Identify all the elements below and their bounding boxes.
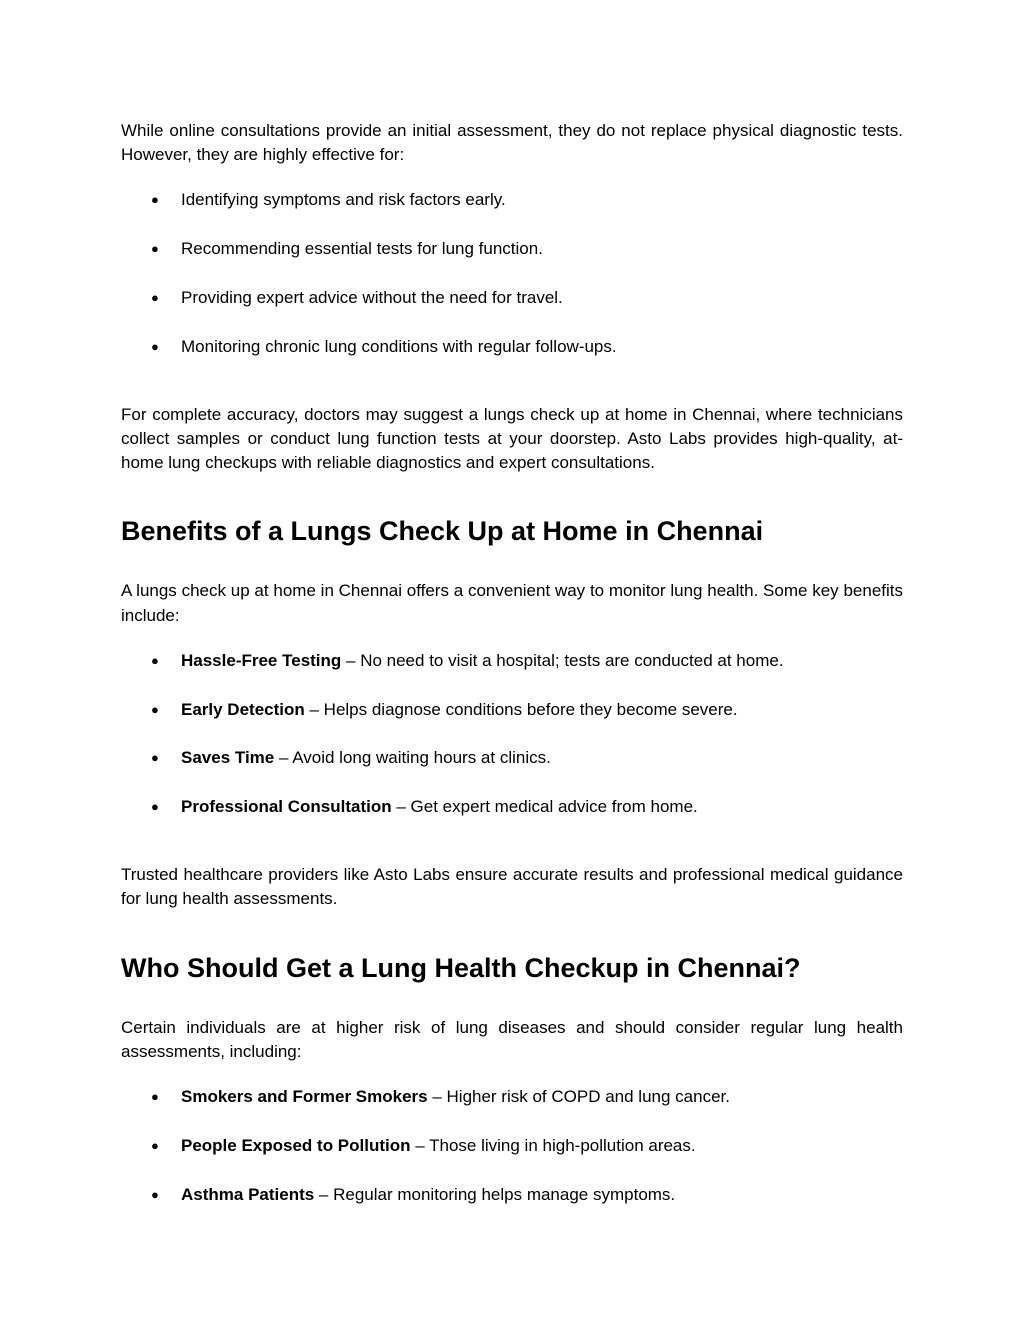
list-item-text: Monitoring chronic lung conditions with regular follow-ups. [181, 336, 617, 356]
who-intro-paragraph: Certain individuals are at higher risk of lung diseases and should consider regular lung health assessments, including: [121, 1017, 903, 1061]
bullet-icon: ● [151, 290, 159, 305]
list-item-desc: – Those living in high-pollution areas. [410, 1135, 696, 1155]
list-item-text: Recommending essential tests for lung function. [181, 239, 543, 259]
bullet-icon: ● [151, 1186, 159, 1202]
list-item [121, 795, 903, 819]
list-item-term: Hassle-Free Testing [181, 650, 342, 670]
benefits-heading: Benefits of a Lungs Check Up at Home in Chennai [121, 516, 764, 547]
list-item-text: Providing expert advice without the need for travel. [181, 288, 563, 307]
risk-groups-list [121, 1085, 903, 1207]
document-page [121, 119, 903, 1207]
list-item-desc: – Avoid long waiting hours at clinics. [274, 748, 551, 768]
list-item-term: Asthma Patients [181, 1184, 315, 1204]
list-item [121, 1085, 903, 1109]
bullet-icon: ● [151, 192, 159, 208]
bullet-icon: ● [151, 338, 159, 354]
list-item [121, 286, 903, 310]
who-should-get-checkup-heading: Who Should Get a Lung Health Checkup in Chennai? [121, 952, 801, 983]
bullet-icon: ● [151, 652, 159, 668]
list-item [121, 335, 903, 359]
list-item [121, 649, 903, 673]
bullet-icon: ● [151, 1089, 159, 1105]
list-item [121, 746, 903, 770]
list-item-desc: – Get expert medical advice from home. [391, 797, 698, 817]
list-item-term: Smokers and Former Smokers [181, 1087, 428, 1107]
online-benefits-list [121, 188, 903, 358]
list-item [121, 1134, 903, 1158]
accuracy-paragraph: For complete accuracy, doctors may suggest a lungs check up at home in Chennai, where technicians collect samples or conduct lung function tests at your doorstep. Asto Labs provides high-quality, at-home lung checkups with reliable diagnostics and expert consultations. [121, 404, 903, 473]
list-item-desc: – Regular monitoring helps manage symptoms. [314, 1184, 676, 1204]
bullet-icon: ● [151, 241, 159, 257]
bullet-icon: ● [151, 701, 159, 717]
list-item-term: Saves Time [181, 748, 275, 768]
bullet-icon: ● [151, 1137, 159, 1153]
list-item [121, 188, 903, 212]
list-item-desc: – Higher risk of COPD and lung cancer. [427, 1087, 730, 1107]
list-item-term: People Exposed to Pollution [181, 1135, 411, 1155]
list-item-text: Identifying symptoms and risk factors early. [181, 190, 506, 210]
bullet-icon: ● [151, 799, 159, 815]
list-item-term: Professional Consultation [181, 797, 392, 817]
list-item-term: Early Detection [181, 699, 305, 719]
intro-paragraph: While online consultations provide an initial assessment, they do not replace physical diagnostic tests. However, they are highly effective for: [121, 121, 903, 165]
list-item-desc: – Helps diagnose conditions before they become severe. [304, 699, 738, 719]
list-item [121, 237, 903, 261]
trusted-providers-paragraph: Trusted healthcare providers like Asto Labs ensure accurate results and professional medical guidance for lung health assessments. [121, 865, 903, 909]
list-item-desc: – No need to visit a hospital; tests are conducted at home. [341, 650, 784, 670]
home-checkup-benefits-list [121, 649, 903, 819]
list-item [121, 698, 903, 722]
list-item [121, 1183, 903, 1207]
benefits-intro-paragraph: A lungs check up at home in Chennai offers a convenient way to monitor lung health. Some key benefits include: [121, 581, 903, 625]
bullet-icon: ● [151, 750, 159, 766]
